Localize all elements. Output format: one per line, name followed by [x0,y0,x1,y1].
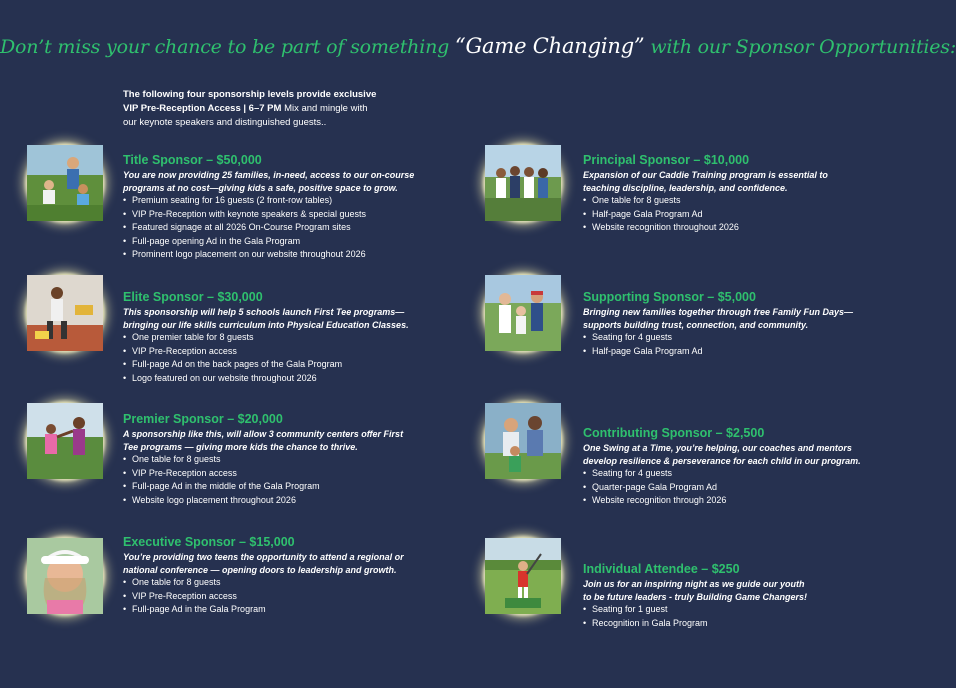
title-sponsor-photo [27,145,103,221]
title-sponsor [123,153,414,262]
benefit-list [583,467,861,508]
sponsor-description [123,428,403,453]
benefit-item: • Website recognition throughout 2026 [583,221,828,235]
benefit-item: • Full-page Ad on the back pages of the Gala Program [123,358,409,372]
description-line: Tee programs — giving more kids the chance to thrive. [123,441,358,452]
description-line: Expansion of our Caddie Training program is essential to [583,170,828,180]
description-line: Join us for an inspiring night as we guide our youth [583,579,805,589]
sponsor-title: Individual Attendee – $250 [583,562,740,576]
sponsor-title: Title Sponsor – $50,000 [123,153,262,167]
sponsor-title: Elite Sponsor – $30,000 [123,290,263,304]
description-line: bringing our life skills curriculum into Physical Education Classes. [123,319,409,330]
benefit-item: • Seating for 1 guest [583,603,807,617]
intro-vip-access: VIP Pre-Reception Access | 6–7 PM [123,103,282,114]
benefit-item: • Full-page Ad in the Gala Program [123,603,404,617]
contributing-sponsor-photo [485,403,561,479]
benefit-list [583,603,807,630]
benefit-item: • Website logo placement throughout 2026 [123,494,403,508]
individual-attendee-photo [485,538,561,614]
sponsor-description [583,306,853,331]
benefit-item: • Half-page Gala Program Ad [583,345,853,359]
description-line: A sponsorship like this, will allow 3 community centers offer First [123,429,404,439]
benefit-item: • Seating for 4 guests [583,331,853,345]
supporting-sponsor-photo [485,275,561,351]
executive-sponsor [123,535,404,617]
benefit-item: • VIP Pre-Reception with keynote speakers & special guests [123,208,414,222]
description-line: You’re providing two teens the opportunity to attend a regional or [123,552,404,562]
sponsor-title: Contributing Sponsor – $2,500 [583,426,765,440]
description-line: to be future leaders - truly Building Game Changers! [583,591,808,602]
benefit-list [123,453,403,507]
description-line: This sponsorship will help 5 schools launch First Tee programs— [123,307,405,317]
description-line: develop resilience & perseverance for each child in our program. [583,455,861,466]
description-line: supports building trust, connection, and community. [583,319,809,330]
benefit-item: • Half-page Gala Program Ad [583,208,828,222]
premier-sponsor-photo [27,403,103,479]
benefit-item: • VIP Pre-Reception access [123,345,409,359]
intro-text [123,88,423,130]
benefit-item: • Website recognition through 2026 [583,494,861,508]
elite-sponsor [123,290,409,385]
benefit-item: • One table for 8 guests [123,576,404,590]
benefit-item: • Logo featured on our website throughout 2026 [123,372,409,386]
sponsor-description [123,551,404,576]
benefit-item: • VIP Pre-Reception access [123,467,403,481]
description-line: You are now providing 25 families, in-need, access to our on-course [123,170,415,180]
description-line: national conference — opening doors to leadership and growth. [123,564,397,575]
intro-line-2: Mix and mingle with [281,103,368,114]
intro-line-1: The following four sponsorship levels provide exclusive [123,89,377,100]
description-line: programs at no cost—giving kids a safe, positive space to grow. [123,182,398,193]
headline-before: Don’t miss your chance to be part of something [0,36,455,58]
sponsor-description [123,169,414,194]
benefit-list [583,331,853,358]
benefit-item: • Quarter-page Gala Program Ad [583,481,861,495]
contributing-sponsor [583,426,861,508]
benefit-list [123,331,409,385]
description-line: One Swing at a Time, you’re helping, our coaches and mentors [583,443,852,453]
individual-attendee [583,562,807,630]
benefit-item: • One premier table for 8 guests [123,331,409,345]
headline [0,34,956,58]
benefit-item: • Recognition in Gala Program [583,617,807,631]
benefit-item: • Seating for 4 guests [583,467,861,481]
sponsor-description [123,306,409,331]
principal-sponsor [583,153,828,235]
benefit-list [123,194,414,262]
elite-sponsor-photo [27,275,103,351]
benefit-item: • One table for 8 guests [123,453,403,467]
sponsor-description [583,442,861,467]
benefit-item: • Featured signage at all 2026 On-Course Program sites [123,221,414,235]
sponsor-description [583,578,807,603]
benefit-list [123,576,404,617]
sponsor-title: Premier Sponsor – $20,000 [123,412,283,426]
principal-sponsor-photo [485,145,561,221]
headline-highlight: “Game Changing” [454,34,645,58]
intro-line-3: our keynote speakers and distinguished guests.. [123,117,327,128]
supporting-sponsor [583,290,853,358]
sponsor-description [583,169,828,194]
benefit-item: • Full-page opening Ad in the Gala Program [123,235,414,249]
benefit-list [583,194,828,235]
benefit-item: • Full-page Ad in the middle of the Gala Program [123,480,403,494]
sponsor-title: Executive Sponsor – $15,000 [123,535,295,549]
sponsor-title: Supporting Sponsor – $5,000 [583,290,756,304]
description-line: Bringing new families together through free Family Fun Days— [583,307,854,317]
benefit-item: • VIP Pre-Reception access [123,590,404,604]
benefit-item: • Premium seating for 16 guests (2 front-row tables) [123,194,414,208]
benefit-item: • Prominent logo placement on our website throughout 2026 [123,248,414,262]
description-line: teaching discipline, leadership, and confidence. [583,182,788,193]
sponsor-title: Principal Sponsor – $10,000 [583,153,750,167]
premier-sponsor [123,412,403,507]
executive-sponsor-photo [27,538,103,614]
headline-after: with our Sponsor Opportunities: [644,36,956,58]
benefit-item: • One table for 8 guests [583,194,828,208]
